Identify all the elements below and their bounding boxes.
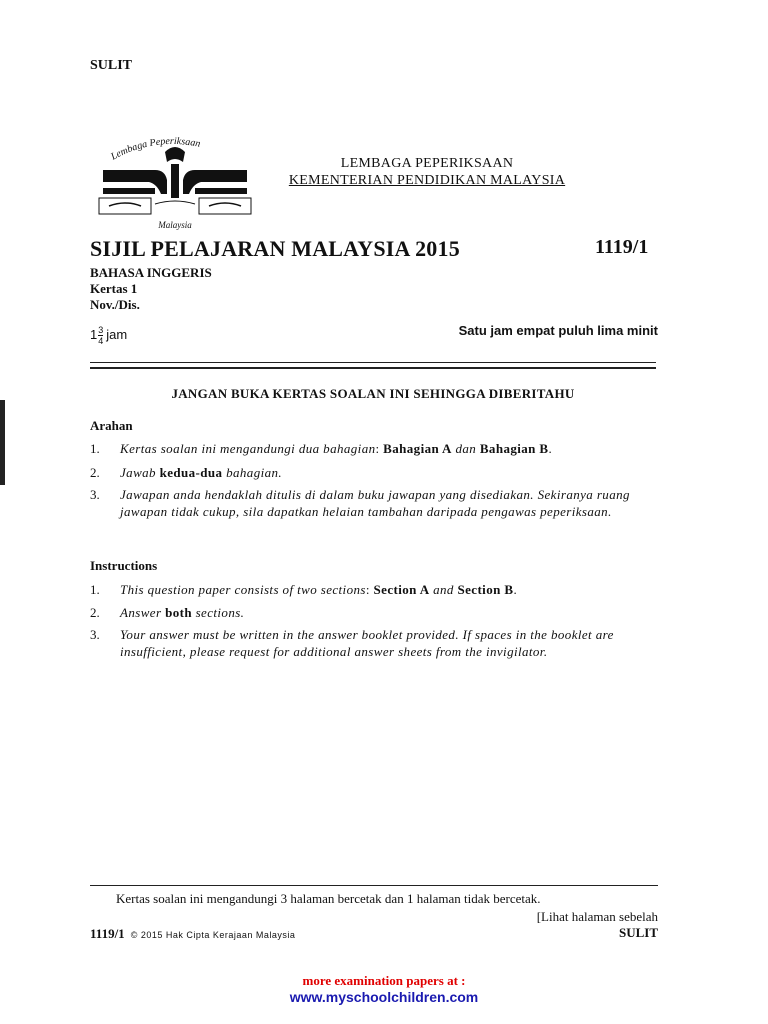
org-line-1: LEMBAGA PEPERIKSAAN — [340, 156, 514, 171]
exam-board-logo — [95, 132, 255, 232]
footer-code: 1119/1 — [90, 926, 125, 941]
paper-code: 1119/1 — [595, 236, 649, 258]
instructions-item-2: 2. Answer both sections. — [90, 605, 245, 620]
turn-page-note: [Lihat halaman sebelah — [536, 909, 658, 924]
footer-divider — [90, 885, 658, 886]
classification-top: SULIT — [90, 58, 133, 73]
duration-long: Satu jam empat puluh lima minit — [458, 323, 658, 338]
org-line-2: KEMENTERIAN PENDIDIKAN MALAYSIA — [288, 173, 566, 188]
exam-details — [90, 265, 212, 313]
instructions-item-1: 1. This question paper consists of two sections: Section A and Section B. — [90, 582, 518, 597]
instructions-heading: Instructions — [90, 558, 158, 573]
duration-fraction: $\frac{3}{4}$ — [98, 325, 104, 346]
arahan-heading: Arahan — [90, 418, 133, 433]
logo-text-bottom: Malaysia — [158, 220, 192, 230]
logo-text-top: Lembaga Peperiksaan — [109, 135, 202, 163]
promo-text: more examination papers at : — [302, 973, 466, 988]
subject: BAHASA INGGERIS — [90, 265, 212, 280]
session: Nov./Dis. — [90, 297, 140, 312]
classification-bottom: SULIT — [618, 925, 658, 940]
warning-notice: JANGAN BUKA KERTAS SOALAN INI SEHINGGA DIBERITAHU — [171, 386, 575, 401]
promo-url-link[interactable]: www.myschoolchildren.com — [289, 989, 479, 1005]
duration-short: 1 $\frac{3}{4}$ jam — [90, 325, 128, 346]
paper-number: Kertas 1 — [90, 281, 138, 296]
divider — [90, 362, 656, 363]
copyright: © 2015 Hak Cipta Kerajaan Malaysia — [130, 930, 296, 940]
arahan-item-3: 3. Jawapan anda hendaklah ditulis di dalam buku jawapan yang disediakan. Sekiranya ruang jawapan tidak cukup, sila dapatkan helaian tambahan daripada pengawas peperiksaan. — [90, 487, 630, 519]
svg-text:Lembaga Peperiksaan — [108, 136, 201, 163]
scan-edge-mark — [0, 400, 5, 485]
instructions-item-3: 3. Your answer must be written in the answer booklet provided. If spaces in the booklet are insufficient, please request for additional answer sheets from the invigilator. — [90, 627, 614, 659]
page-count-note: Kertas soalan ini mengandungi 3 halaman bercetak dan 1 halaman tidak bercetak. — [116, 891, 541, 906]
arahan-item-1: 1. Kertas soalan ini mengandungi dua bahagian: Bahagian A dan Bahagian B. — [90, 441, 553, 456]
exam-title: SIJIL PELAJARAN MALAYSIA 2015 — [90, 236, 460, 261]
footer-code-copyright — [90, 926, 295, 942]
divider-thick — [90, 367, 656, 369]
arahan-item-2: 2. Jawab kedua-dua bahagian. — [90, 465, 283, 480]
exam-board-name — [262, 155, 592, 189]
